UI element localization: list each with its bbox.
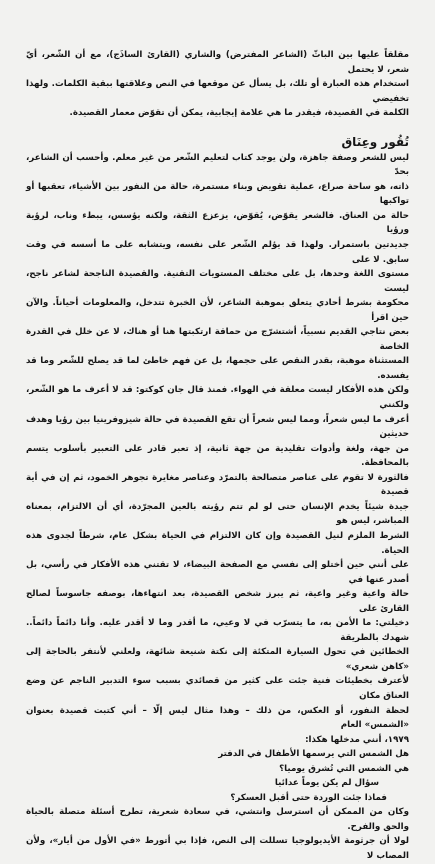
section-heading: تُقُور وعِنَاق [341, 134, 409, 149]
body-line: جديدتين باستمرار. ولهذا قد يؤلم الشّعر على نفسه، ويتشابه على ما أسسه في وقت سابق. لا على [26, 240, 409, 265]
verse-line: سؤال لم يكن يوماً عدائيا [274, 778, 379, 789]
spacer [26, 121, 409, 133]
body-line: أعرف ما ليس شعراً، ومما ليس شعراً أن تقع القصيدة في حالة شيزوفرينيا بين رؤيا وهدف حديثين [26, 414, 409, 440]
body-line: ليس للشعر وصفة جاهزة، ولن يوجد كتاب لتعليم الشّعر من غير معلم. وأحسب أن الشاعر، بحدّ [26, 152, 409, 178]
closing-line: لولا أن جرثومة الأيديولوجيا تسللت إلى النص، فإذا بي أتورط «في الأول من أيار»، ولأن المصاب لا [26, 836, 409, 861]
body-line: ذاته، هو ساحة صراع، عملية تقويض وبناء مستمرة، حالة من النفور بين الأشياء، تعقبها أو تواكبها [26, 181, 409, 207]
body-line: لأعترف بخطيئات فنية جئت على كثير من قصائدي بسبب سوء التدبير الناجم عن وضع العناق مكان [26, 676, 409, 701]
intro-line-1: مقلقاً عليها بين الباثّ (الشاعر المفترض) والشاري (القارئ الساذَج)، مع أن الشّعر، أيّ شعر، لا يحتمل [26, 50, 409, 75]
body-line: محكومة بشرط أحادي يتعلق بموهبة الشاعر، لأن الخبرة تتدخل، والمعلومات أحياناً. والآن حين اقرأ [26, 298, 409, 323]
body-line: حالة من العناق. فالشعر يقوّض، يُقوّض، يزعزع الثقة، ولكنه يؤسس، يبطء وناب، لرؤية ورؤيا [26, 210, 409, 236]
body-line: من جهة، ولغة وأدوات تقليدية من جهة ثانية، إذ تعبر قادر على التعبير بأسلوب يتسم بالمحافظة. [26, 443, 409, 469]
body-line: فالثورة لا تقوم على عناصر متصالحة بالتمرّد وعناصر مغايرة تجوهر الخمود، ثم إن في أية قصيدة [26, 472, 409, 498]
verse-line: فماذا جئت الوردة حتى أقبل العسكر؟ [230, 792, 387, 803]
body-line: الشرط الملزم لنيل القصيدة وإن كان الالتزام في الحياة بشكل عام، شرطاً لجدوى هذه الحياة. [26, 530, 409, 556]
body-line: على أنني حين أختلو إلى نفسي مع الصفحة البيضاء، لا تقتني هذه الأفكار في رأسي، بل أصدر عنها في [26, 560, 409, 585]
body-line: بعض نتاجي القديم نسبياً، أشتشرّج من حماقة ارتكبتها هنا أو هناك، لا عن خلل في القدرة الخاصة [26, 327, 409, 352]
intro-line-2: استخدام هذه العبارة أو تلك، بل يسأل عن موقعها في النص وعلاقتها ببقية الكلمات. ولهذا تخفيضي [26, 79, 409, 104]
body-line: حالة واعية وغير واعية، ثم يبرز شخص القصيدة، بعد انتهاءها، بوصفه جاسوساً لصالح القارئ على [26, 589, 409, 614]
body-line: الخطائين في تحول السيارة المتكئة إلى نكتة شنيعة شائهة، ولعلني لأنتفر بالحاجة إلى «كاهن شعري» [26, 647, 409, 672]
body-line: مستوى اللغة وحدها، بل على مختلف المستويات التقنية. والقصيدة الناجحة لشاعر ناجح، ليست [26, 269, 409, 294]
body-line: دخيلتي: ما الأمن به، ما يتسرّب في لا وعيي، ما أقدر وما لا أقدر عليه. وأنا دائماً دائماً.. شهدك بالطريقة [26, 618, 409, 643]
intro-line-3: الكلمة في القصيدة، فيقدر ما هي علامة إيجابية، يمكن أن تقوّض معمار القصيدة. [69, 108, 409, 119]
body-line: ولكن هذه الأفكار ليست معلقة في الهواء. فمنذ قال جان كوكتو: قد لا أعرف ما هو الشّعر، ولكنني [26, 385, 409, 411]
closing-line: وكان من الممكن أن استرسل وانتشي، في سعادة شعرية، تطرح أسئلة متصلة بالحياة والحق والفرح. [26, 807, 409, 832]
body-line: جيدة شيئاً يخدم الإنسان حتى لو لم تتم رؤيته بالعين المجرّدة، أي أن الالتزام، بمعناه المباشر، ليس هو [26, 501, 409, 527]
verse-line: هل الشمس التي يرسمها الأطفال في الدفتر [218, 749, 409, 760]
body-line: ١٩٧٩، أنني مدخلها هكذا: [305, 734, 409, 745]
body-line: المستثناة موهبة، بقدر النقص على حجمها، بل عن فهم خاطئ لما قد يصلح للشّعر وما قد يفسده. [26, 356, 409, 381]
body-line: لحظة النفور، أو العكس، من ذلك – وهذا مثال ليس إلّا – أني كتبت قصيدة بعنوان «الشمس» العام [26, 705, 409, 731]
verse-line: هي الشمس التي تُشرق يوميا؟ [279, 763, 409, 774]
